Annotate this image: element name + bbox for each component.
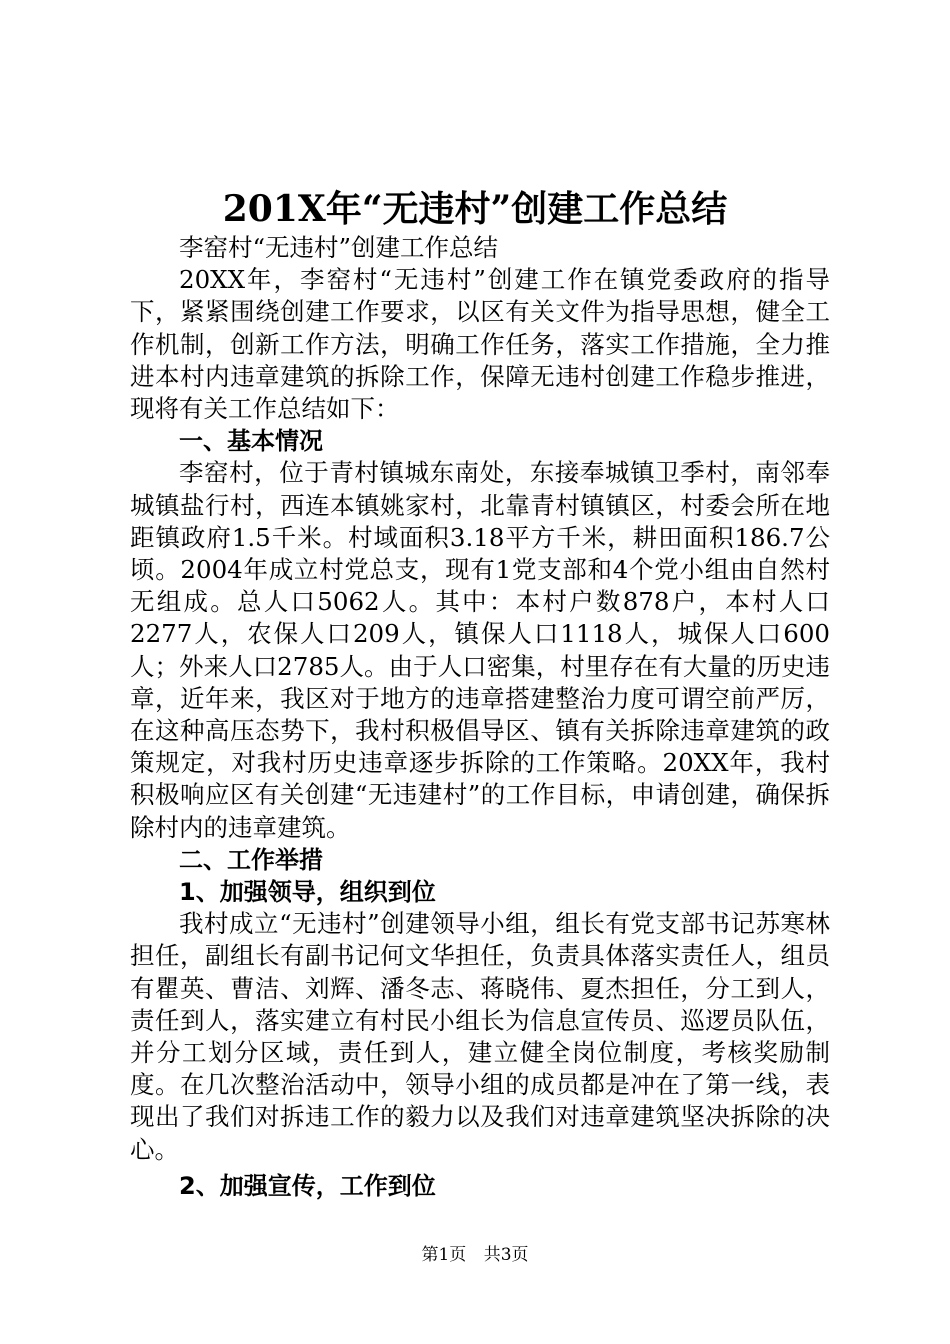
page-total: 共3页	[483, 1245, 529, 1265]
subsection-heading-publicity: 2、加强宣传，工作到位	[179, 1171, 436, 1200]
page-number: 第1页	[421, 1245, 467, 1265]
section-heading-basic-situation: 一、基本情况	[179, 427, 323, 456]
subsection-heading-leadership: 1、加强领导，组织到位	[179, 878, 436, 907]
page-footer	[0, 1243, 950, 1267]
leadership-paragraph: 我村成立“无违村”创建领导小组，组长有党支部书记苏寒林担任，副组长有副书记何文华担任，负责具体落实责任人，组员有瞿英、曹洁、刘辉、潘冬志、蒋晓伟、夏杰担任，分工到人，责任到人，落实建立有村民小组长为信息宣传员、巡逻员队伍，并分工划分区域，责任到人，建立健全岗位制度，考核奖励制度。在几次整治活动中，领导小组的成员都是冲在了第一线，表现出了我们对拆违工作的毅力以及我们对违章建筑坚决拆除的决心。	[130, 909, 830, 1164]
document-title: 201X年“无违村”创建工作总结	[222, 188, 728, 230]
basic-situation-paragraph: 李窑村，位于青村镇城东南处，东接奉城镇卫季村，南邻奉城镇盐行村，西连本镇姚家村，北靠青村镇镇区，村委会所在地距镇政府1.5千米。村域面积3.18平方千米，耕田面积186.7公顷。2004年成立村党总支，现有1党支部和4个党小组由自然村无组成。总人口5062人。其中：本村户数878户，本村人口2277人，农保人口209人，镇保人口1118人，城保人口600人；外来人口2785人。由于人口密集，村里存在有大量的历史违章，近年来，我区对于地方的违章搭建整治力度可谓空前严厉，在这种高压态势下，我村积极倡导区、镇有关拆除违章建筑的政策规定，对我村历史违章逐步拆除的工作策略。20XX年，我村积极响应区有关创建“无违建村”的工作目标，申请创建，确保拆除村内的违章建筑。	[130, 458, 830, 842]
section-heading-work-measures: 二、工作举措	[179, 845, 323, 874]
subtitle-paragraph: 李窑村“无违村”创建工作总结	[179, 233, 499, 262]
document-body	[130, 232, 830, 1202]
intro-paragraph: 20XX年，李窑村“无违村”创建工作在镇党委政府的指导下，紧紧围绕创建工作要求，以区有关文件为指导思想，健全工作机制，创新工作方法，明确工作任务，落实工作措施，全力推进本村内违章建筑的拆除工作，保障无违村创建工作稳步推进，现将有关工作总结如下：	[130, 265, 830, 424]
